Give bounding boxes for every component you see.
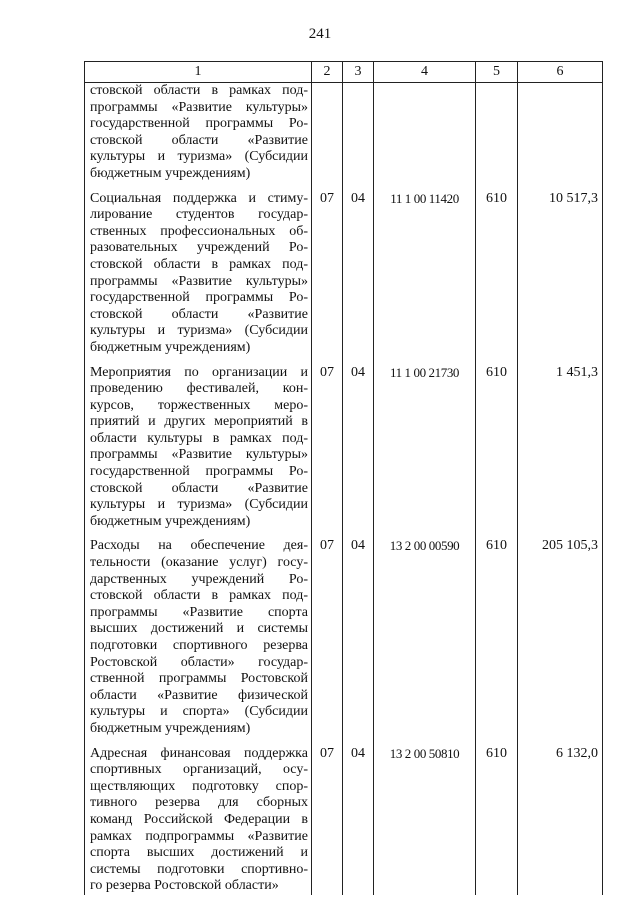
description-line: программы «Развитие культуры» [90, 99, 308, 115]
spacer-cell [85, 357, 312, 365]
table-row [85, 365, 603, 531]
description-line: спорта высших достижений и [90, 845, 308, 861]
spacer-cell [312, 530, 343, 538]
description-line: программы «Развитие культуры» [90, 447, 308, 463]
description-line: культуры и туризма» (Субсидии [90, 497, 308, 513]
description-line: Мероприятия по организации и [90, 364, 308, 380]
description-line: Ростовской области» государ- [90, 654, 308, 670]
description-line: ственной программы Ростовской [90, 671, 308, 687]
expense-description [85, 191, 312, 357]
description-line: разовательных учреждений Ро- [90, 240, 308, 256]
expense-type-code: 610 [476, 538, 518, 737]
description-line: государственной программы Ро- [90, 464, 308, 480]
description-line: подготовки спортивного резерва [90, 638, 308, 653]
page-number: 241 [308, 26, 332, 42]
description-line: культуры и туризма» (Субсидии [90, 149, 308, 165]
target-article-code: 11 1 00 21730 [374, 365, 476, 531]
header-row [85, 62, 603, 83]
row-spacer [85, 357, 603, 365]
spacer-cell [518, 357, 603, 365]
column-header: 3 [343, 62, 374, 83]
description-line: программы «Развитие культуры» [90, 273, 308, 289]
description-line: культуры и туризма» (Субсидии [90, 323, 308, 339]
row-spacer [85, 530, 603, 538]
expense-type-code: 610 [476, 191, 518, 357]
description-line: ществляющих подготовку спор- [90, 778, 308, 794]
description-line: программы «Развитие спорта [90, 604, 308, 620]
description-line: го резерва Ростовской области» [90, 878, 279, 894]
spacer-cell [343, 357, 374, 365]
description-line: приятий и других мероприятий в [90, 414, 308, 430]
column-header: 5 [476, 62, 518, 83]
amount-value: 1 451,3 [518, 365, 603, 531]
description-line: спортивных организаций, осу- [90, 762, 308, 778]
description-line: рамках подпрограммы «Развитие [90, 828, 308, 844]
expense-type-code [476, 83, 518, 183]
description-line: культуры и спорта» (Субсидии [90, 704, 308, 720]
section-code: 07 [312, 191, 343, 357]
description-line: государственной программы Ро- [90, 290, 308, 306]
description-line: области «Развитие физической [90, 687, 308, 703]
description-line: государственной программы Ро- [90, 116, 308, 132]
description-line: бюджетным учреждениям) [90, 339, 251, 355]
spacer-cell [476, 530, 518, 538]
spacer-cell [518, 183, 603, 191]
spacer-cell [343, 738, 374, 746]
subsection-code: 04 [343, 365, 374, 531]
row-spacer [85, 738, 603, 746]
amount-value: 205 105,3 [518, 538, 603, 737]
description-line: команд Российской Федерации в [90, 811, 308, 827]
description-line: тельности (оказание услуг) госу- [90, 555, 308, 571]
description-line: Социальная поддержка и стиму- [90, 190, 308, 206]
spacer-cell [312, 738, 343, 746]
spacer-cell [476, 357, 518, 365]
description-line: ственных профессиональных об- [90, 223, 308, 239]
description-line: системы подготовки спортивно- [90, 861, 308, 877]
table-body [85, 83, 603, 895]
spacer-cell [374, 357, 476, 365]
description-line: стовской области в рамках под- [90, 256, 308, 272]
section-code: 07 [312, 746, 343, 895]
table-row [85, 746, 603, 895]
description-line: стовской области «Развитие [90, 480, 308, 496]
description-line: стовской области «Развитие [90, 132, 308, 148]
amount-value [518, 83, 603, 183]
expense-type-code: 610 [476, 746, 518, 895]
amount-value: 6 132,0 [518, 746, 603, 895]
section-code [312, 83, 343, 183]
description-line: бюджетным учреждениям) [90, 165, 251, 181]
spacer-cell [343, 183, 374, 191]
target-article-code [374, 83, 476, 183]
spacer-cell [85, 738, 312, 746]
description-line: лирование студентов государ- [90, 207, 308, 223]
target-article-code: 11 1 00 11420 [374, 191, 476, 357]
expense-description [85, 538, 312, 737]
expense-description [85, 365, 312, 531]
column-header: 1 [85, 62, 312, 83]
column-header: 4 [374, 62, 476, 83]
subsection-code [343, 83, 374, 183]
description-line: высших достижений и системы [90, 621, 308, 637]
subsection-code: 04 [343, 191, 374, 357]
description-line: бюджетным учреждениям) [90, 720, 251, 736]
table-header [85, 62, 603, 83]
description-line: Адресная финансовая поддержка [90, 745, 308, 761]
amount-value: 10 517,3 [518, 191, 603, 357]
target-article-code: 13 2 00 00590 [374, 538, 476, 737]
spacer-cell [312, 357, 343, 365]
description-line: дарственных учреждений Ро- [90, 571, 308, 587]
description-line: стовской области в рамках под- [90, 83, 308, 98]
expense-description [85, 83, 312, 183]
description-line: области культуры в рамках под- [90, 430, 308, 446]
description-line: курсов, торжественных меро- [90, 397, 308, 413]
spacer-cell [85, 530, 312, 538]
subsection-code: 04 [343, 746, 374, 895]
column-header: 2 [312, 62, 343, 83]
description-line: проведению фестивалей, кон- [90, 381, 308, 397]
spacer-cell [374, 738, 476, 746]
spacer-cell [85, 183, 312, 191]
spacer-cell [476, 738, 518, 746]
spacer-cell [476, 183, 518, 191]
section-code: 07 [312, 538, 343, 737]
spacer-cell [518, 530, 603, 538]
spacer-cell [312, 183, 343, 191]
spacer-cell [374, 530, 476, 538]
description-line: бюджетным учреждениям) [90, 513, 251, 529]
description-line: тивного резерва для сборных [90, 795, 308, 811]
table-row [85, 538, 603, 737]
column-header: 6 [518, 62, 603, 83]
spacer-cell [343, 530, 374, 538]
subsection-code: 04 [343, 538, 374, 737]
budget-table [84, 61, 603, 895]
expense-type-code: 610 [476, 365, 518, 531]
table-row [85, 83, 603, 183]
description-line: стовской области «Развитие [90, 306, 308, 322]
spacer-cell [518, 738, 603, 746]
expense-description [85, 746, 312, 895]
section-code: 07 [312, 365, 343, 531]
spacer-cell [374, 183, 476, 191]
row-spacer [85, 183, 603, 191]
table-row [85, 191, 603, 357]
description-line: Расходы на обеспечение дея- [90, 538, 308, 554]
description-line: стовской области в рамках под- [90, 588, 308, 604]
target-article-code: 13 2 00 50810 [374, 746, 476, 895]
